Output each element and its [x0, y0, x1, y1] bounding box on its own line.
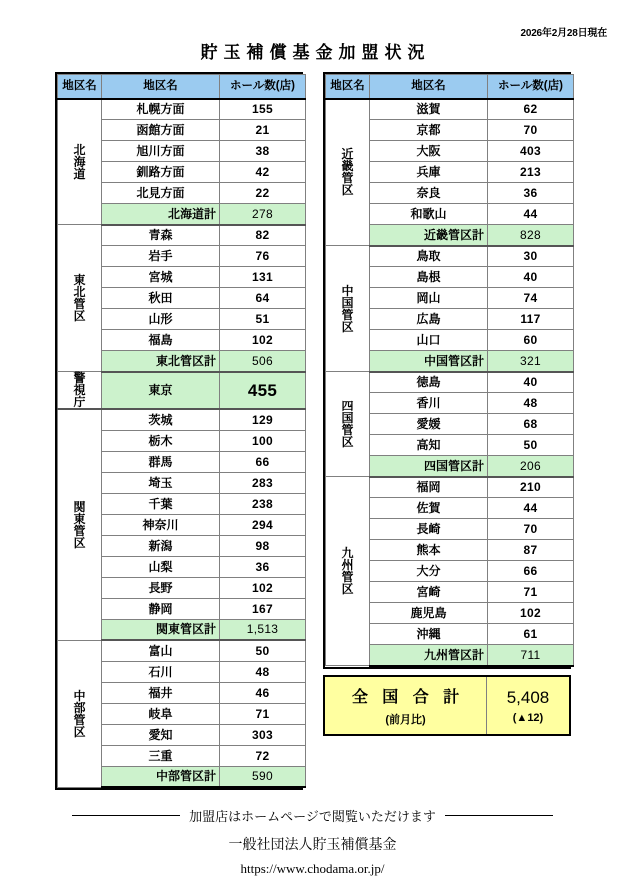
- hall-count: 321: [488, 351, 574, 372]
- prefecture-name: 兵庫: [370, 162, 488, 183]
- table-row: [58, 640, 306, 661]
- hall-count: 102: [488, 603, 574, 624]
- hall-count-table-right: [323, 72, 571, 669]
- region-label-text: 中国管区: [341, 283, 354, 334]
- hall-count: 61: [488, 624, 574, 645]
- table-row: [58, 99, 306, 120]
- region-label: [58, 225, 102, 372]
- hall-count: 303: [220, 724, 306, 745]
- hall-count: 71: [488, 582, 574, 603]
- col-header-region: 地区名: [326, 75, 370, 99]
- region-label: [326, 477, 370, 666]
- table-row: [58, 409, 306, 430]
- hall-count: 50: [220, 640, 306, 661]
- hall-count: 828: [488, 225, 574, 246]
- prefecture-name: 京都: [370, 120, 488, 141]
- hall-count: 44: [488, 204, 574, 225]
- prefecture-name: 佐賀: [370, 498, 488, 519]
- prefecture-name: 鹿児島: [370, 603, 488, 624]
- divider-left: [72, 815, 180, 816]
- table-right-body: [326, 99, 574, 666]
- hall-count: 131: [220, 267, 306, 288]
- hall-count: 590: [220, 766, 306, 787]
- hall-count: 51: [220, 309, 306, 330]
- hall-count: 22: [220, 183, 306, 204]
- prefecture-name: 富山: [102, 640, 220, 661]
- prefecture-name: 石川: [102, 661, 220, 682]
- hall-count: 71: [220, 703, 306, 724]
- hall-count: 283: [220, 472, 306, 493]
- hall-count: 294: [220, 514, 306, 535]
- prefecture-name: 熊本: [370, 540, 488, 561]
- region-label: [326, 246, 370, 372]
- prefecture-name: 釧路方面: [102, 162, 220, 183]
- prefecture-name: 秋田: [102, 288, 220, 309]
- hall-count: 403: [488, 141, 574, 162]
- region-label: [58, 409, 102, 640]
- table-row: [326, 477, 574, 498]
- hall-count: 82: [220, 225, 306, 246]
- hall-count-table-left: [55, 72, 303, 790]
- hall-count: 238: [220, 493, 306, 514]
- hall-count: 506: [220, 351, 306, 372]
- table-row: [58, 372, 306, 410]
- hall-count: 70: [488, 519, 574, 540]
- prefecture-name: 香川: [370, 393, 488, 414]
- prefecture-name: 東京: [102, 372, 220, 410]
- region-label: [326, 99, 370, 246]
- grand-total-value-cell: [487, 677, 569, 734]
- prefecture-name: 岩手: [102, 246, 220, 267]
- region-label: [326, 372, 370, 477]
- hall-count: 70: [488, 120, 574, 141]
- hall-count: 66: [220, 451, 306, 472]
- as-of-date: 2026年2月28日現在: [520, 28, 607, 39]
- prefecture-name: 愛媛: [370, 414, 488, 435]
- hall-count: 38: [220, 141, 306, 162]
- prefecture-name: 東北管区計: [102, 351, 220, 372]
- hall-count: 102: [220, 330, 306, 351]
- prefecture-name: 長崎: [370, 519, 488, 540]
- table-left-body: [58, 99, 306, 788]
- hall-count: 129: [220, 409, 306, 430]
- grand-total-box: [323, 675, 571, 736]
- grand-total-label-sub: (前月比): [385, 714, 426, 726]
- prefecture-name: 札幌方面: [102, 99, 220, 120]
- hall-count: 44: [488, 498, 574, 519]
- prefecture-name: 山口: [370, 330, 488, 351]
- hall-count: 711: [488, 645, 574, 666]
- page-title: 貯玉補償基金加盟状況: [200, 43, 431, 62]
- prefecture-name: 三重: [102, 745, 220, 766]
- prefecture-name: 徳島: [370, 372, 488, 393]
- hall-count: 40: [488, 267, 574, 288]
- region-label-text: 九州管区: [341, 546, 354, 596]
- region-label-text: 関東管区: [73, 499, 86, 550]
- region-label: [58, 640, 102, 787]
- prefecture-name: 沖縄: [370, 624, 488, 645]
- prefecture-name: 青森: [102, 225, 220, 246]
- prefecture-name: 山形: [102, 309, 220, 330]
- prefecture-name: 福岡: [370, 477, 488, 498]
- prefecture-name: 中国管区計: [370, 351, 488, 372]
- region-label: [58, 372, 102, 410]
- table-right-header: [326, 75, 574, 99]
- table-left-header: [58, 75, 306, 99]
- prefecture-name: 大分: [370, 561, 488, 582]
- hall-count: 98: [220, 535, 306, 556]
- grand-total-value: 5,408: [506, 687, 550, 707]
- footer-url[interactable]: https://www.chodama.or.jp/: [240, 861, 385, 876]
- col-header-name: 地区名: [370, 75, 488, 99]
- footer-notice-line: [0, 806, 625, 825]
- footer: [0, 806, 625, 877]
- hall-count: 40: [488, 372, 574, 393]
- hall-count: 64: [220, 288, 306, 309]
- prefecture-name: 近畿管区計: [370, 225, 488, 246]
- prefecture-name: 広島: [370, 309, 488, 330]
- prefecture-name: 岡山: [370, 288, 488, 309]
- prefecture-name: 大阪: [370, 141, 488, 162]
- hall-count: 48: [488, 393, 574, 414]
- hall-count: 213: [488, 162, 574, 183]
- hall-count: 72: [220, 745, 306, 766]
- prefecture-name: 静岡: [102, 598, 220, 619]
- hall-count: 68: [488, 414, 574, 435]
- prefecture-name: 愛知: [102, 724, 220, 745]
- region-label-text: 中部管区: [73, 688, 86, 739]
- prefecture-name: 山梨: [102, 556, 220, 577]
- hall-count: 42: [220, 162, 306, 183]
- col-header-count: ホール数(店): [488, 75, 574, 99]
- prefecture-name: 中部管区計: [102, 766, 220, 787]
- prefecture-name: 島根: [370, 267, 488, 288]
- header-row: [58, 75, 306, 99]
- prefecture-name: 神奈川: [102, 514, 220, 535]
- table-right-grid: [325, 74, 574, 667]
- prefecture-name: 埼玉: [102, 472, 220, 493]
- hall-count: 167: [220, 598, 306, 619]
- footer-organization: 一般社団法人貯玉補償基金: [228, 838, 397, 853]
- hall-count: 36: [220, 556, 306, 577]
- region-label-text: 北海道: [73, 142, 86, 181]
- hall-count: 206: [488, 456, 574, 477]
- prefecture-name: 千葉: [102, 493, 220, 514]
- region-label: [58, 99, 102, 225]
- hall-count: 455: [220, 372, 306, 410]
- divider-right: [445, 815, 553, 816]
- hall-count: 87: [488, 540, 574, 561]
- region-label-text: 四国管区: [341, 399, 354, 449]
- hall-count: 66: [488, 561, 574, 582]
- prefecture-name: 関東管区計: [102, 619, 220, 640]
- prefecture-name: 高知: [370, 435, 488, 456]
- region-label-text: 近畿管区: [341, 147, 354, 198]
- hall-count: 36: [488, 183, 574, 204]
- table-row: [326, 246, 574, 267]
- prefecture-name: 四国管区計: [370, 456, 488, 477]
- prefecture-name: 和歌山: [370, 204, 488, 225]
- region-label-text: 警視庁: [73, 371, 86, 409]
- hall-count: 60: [488, 330, 574, 351]
- hall-count: 76: [220, 246, 306, 267]
- table-row: [326, 372, 574, 393]
- prefecture-name: 九州管区計: [370, 645, 488, 666]
- hall-count: 48: [220, 661, 306, 682]
- hall-count: 1,513: [220, 619, 306, 640]
- prefecture-name: 函館方面: [102, 120, 220, 141]
- hall-count: 21: [220, 120, 306, 141]
- hall-count: 62: [488, 99, 574, 120]
- prefecture-name: 新潟: [102, 535, 220, 556]
- hall-count: 102: [220, 577, 306, 598]
- prefecture-name: 茨城: [102, 409, 220, 430]
- grand-total-label-cell: [325, 677, 487, 734]
- prefecture-name: 宮崎: [370, 582, 488, 603]
- region-label-text: 東北管区: [73, 273, 86, 323]
- prefecture-name: 鳥取: [370, 246, 488, 267]
- hall-count: 100: [220, 430, 306, 451]
- hall-count: 210: [488, 477, 574, 498]
- hall-count: 278: [220, 204, 306, 225]
- hall-count: 74: [488, 288, 574, 309]
- footer-notice: 加盟店はホームページで閲覧いただけます: [189, 809, 436, 824]
- col-header-region: 地区名: [58, 75, 102, 99]
- prefecture-name: 北見方面: [102, 183, 220, 204]
- hall-count: 30: [488, 246, 574, 267]
- prefecture-name: 群馬: [102, 451, 220, 472]
- hall-count: 155: [220, 99, 306, 120]
- prefecture-name: 滋賀: [370, 99, 488, 120]
- grand-total-value-sub: (▲12): [512, 711, 544, 724]
- prefecture-name: 奈良: [370, 183, 488, 204]
- prefecture-name: 福井: [102, 682, 220, 703]
- prefecture-name: 岐阜: [102, 703, 220, 724]
- hall-count: 46: [220, 682, 306, 703]
- table-row: [326, 99, 574, 120]
- table-row: [58, 225, 306, 246]
- prefecture-name: 長野: [102, 577, 220, 598]
- prefecture-name: 北海道計: [102, 204, 220, 225]
- hall-count: 50: [488, 435, 574, 456]
- col-header-name: 地区名: [102, 75, 220, 99]
- header-row: [326, 75, 574, 99]
- prefecture-name: 福島: [102, 330, 220, 351]
- table-left-grid: [57, 74, 306, 788]
- prefecture-name: 旭川方面: [102, 141, 220, 162]
- col-header-count: ホール数(店): [220, 75, 306, 99]
- hall-count: 117: [488, 309, 574, 330]
- prefecture-name: 栃木: [102, 430, 220, 451]
- grand-total-label: 全 国 合 計: [351, 689, 465, 706]
- prefecture-name: 宮城: [102, 267, 220, 288]
